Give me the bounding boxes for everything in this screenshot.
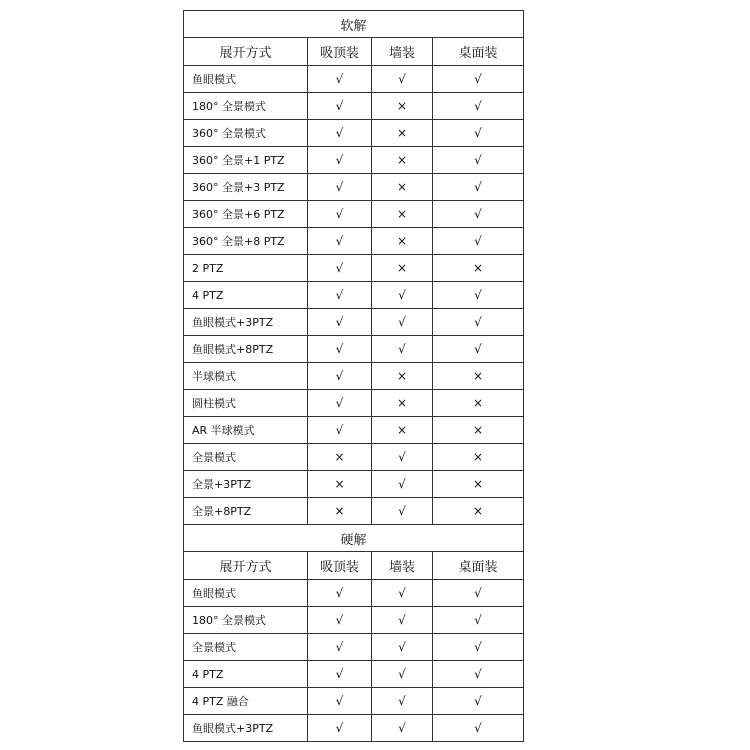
hardware-decoding-header-row <box>184 552 524 580</box>
ceiling-mount-support: √ <box>308 228 372 255</box>
table-row <box>184 201 524 228</box>
desktop-mount-support: √ <box>433 580 524 607</box>
wall-mount-support: × <box>372 120 433 147</box>
ceiling-mount-support: √ <box>308 174 372 201</box>
desktop-mount-support: √ <box>433 228 524 255</box>
wall-mount-support: √ <box>372 282 433 309</box>
table-row <box>184 661 524 688</box>
expansion-mode-name: 360° 全景+3 PTZ <box>184 174 308 201</box>
mount-compatibility-table <box>183 10 524 742</box>
ceiling-mount-support: √ <box>308 147 372 174</box>
ceiling-mount-support: √ <box>308 201 372 228</box>
header-desktop-mount: 桌面装 <box>433 552 524 580</box>
wall-mount-support: × <box>372 363 433 390</box>
expansion-mode-name: 鱼眼模式 <box>184 66 308 93</box>
hardware-decoding-title-row <box>184 525 524 552</box>
table-row <box>184 715 524 742</box>
table-row <box>184 120 524 147</box>
ceiling-mount-support: √ <box>308 634 372 661</box>
wall-mount-support: √ <box>372 607 433 634</box>
wall-mount-support: √ <box>372 580 433 607</box>
table-row <box>184 282 524 309</box>
wall-mount-support: √ <box>372 715 433 742</box>
wall-mount-support: √ <box>372 471 433 498</box>
ceiling-mount-support: × <box>308 498 372 525</box>
software-decoding-title-row <box>184 11 524 38</box>
desktop-mount-support: √ <box>433 607 524 634</box>
desktop-mount-support: √ <box>433 309 524 336</box>
wall-mount-support: √ <box>372 634 433 661</box>
wall-mount-support: × <box>372 201 433 228</box>
ceiling-mount-support: √ <box>308 417 372 444</box>
table-row <box>184 390 524 417</box>
ceiling-mount-support: √ <box>308 66 372 93</box>
expansion-mode-name: 180° 全景模式 <box>184 607 308 634</box>
ceiling-mount-support: √ <box>308 363 372 390</box>
table-row <box>184 228 524 255</box>
desktop-mount-support: × <box>433 498 524 525</box>
expansion-mode-name: 360° 全景+6 PTZ <box>184 201 308 228</box>
ceiling-mount-support: √ <box>308 309 372 336</box>
wall-mount-support: × <box>372 255 433 282</box>
header-wall-mount: 墙装 <box>372 552 433 580</box>
expansion-mode-name: 鱼眼模式+8PTZ <box>184 336 308 363</box>
desktop-mount-support: √ <box>433 282 524 309</box>
ceiling-mount-support: √ <box>308 282 372 309</box>
expansion-mode-name: 180° 全景模式 <box>184 93 308 120</box>
expansion-mode-name: 4 PTZ <box>184 282 308 309</box>
table-row <box>184 336 524 363</box>
expansion-mode-name: 全景模式 <box>184 634 308 661</box>
ceiling-mount-support: √ <box>308 390 372 417</box>
mount-compatibility-sheet <box>183 10 523 742</box>
ceiling-mount-support: × <box>308 444 372 471</box>
header-desktop-mount: 桌面装 <box>433 38 524 66</box>
expansion-mode-name: 半球模式 <box>184 363 308 390</box>
software-decoding-title: 软解 <box>184 11 524 38</box>
ceiling-mount-support: √ <box>308 336 372 363</box>
header-expansion-mode: 展开方式 <box>184 552 308 580</box>
desktop-mount-support: √ <box>433 93 524 120</box>
desktop-mount-support: √ <box>433 174 524 201</box>
expansion-mode-name: 鱼眼模式+3PTZ <box>184 309 308 336</box>
table-row <box>184 580 524 607</box>
desktop-mount-support: √ <box>433 634 524 661</box>
table-row <box>184 634 524 661</box>
table-row <box>184 688 524 715</box>
desktop-mount-support: √ <box>433 715 524 742</box>
wall-mount-support: √ <box>372 444 433 471</box>
desktop-mount-support: √ <box>433 66 524 93</box>
ceiling-mount-support: √ <box>308 661 372 688</box>
header-expansion-mode: 展开方式 <box>184 38 308 66</box>
desktop-mount-support: × <box>433 471 524 498</box>
expansion-mode-name: 4 PTZ <box>184 661 308 688</box>
wall-mount-support: √ <box>372 688 433 715</box>
wall-mount-support: × <box>372 147 433 174</box>
table-row <box>184 93 524 120</box>
ceiling-mount-support: √ <box>308 255 372 282</box>
expansion-mode-name: 全景+3PTZ <box>184 471 308 498</box>
desktop-mount-support: × <box>433 390 524 417</box>
software-decoding-header-row <box>184 38 524 66</box>
expansion-mode-name: 鱼眼模式 <box>184 580 308 607</box>
desktop-mount-support: √ <box>433 120 524 147</box>
desktop-mount-support: √ <box>433 147 524 174</box>
header-ceiling-mount: 吸顶装 <box>308 38 372 66</box>
expansion-mode-name: AR 半球模式 <box>184 417 308 444</box>
table-body <box>184 11 524 742</box>
expansion-mode-name: 圆柱模式 <box>184 390 308 417</box>
wall-mount-support: × <box>372 228 433 255</box>
header-ceiling-mount: 吸顶装 <box>308 552 372 580</box>
wall-mount-support: × <box>372 93 433 120</box>
wall-mount-support: × <box>372 390 433 417</box>
desktop-mount-support: × <box>433 255 524 282</box>
table-row <box>184 174 524 201</box>
table-row <box>184 607 524 634</box>
expansion-mode-name: 全景模式 <box>184 444 308 471</box>
desktop-mount-support: √ <box>433 201 524 228</box>
table-row <box>184 363 524 390</box>
expansion-mode-name: 4 PTZ 融合 <box>184 688 308 715</box>
ceiling-mount-support: √ <box>308 120 372 147</box>
ceiling-mount-support: √ <box>308 715 372 742</box>
expansion-mode-name: 鱼眼模式+3PTZ <box>184 715 308 742</box>
table-row <box>184 471 524 498</box>
expansion-mode-name: 全景+8PTZ <box>184 498 308 525</box>
wall-mount-support: √ <box>372 498 433 525</box>
wall-mount-support: √ <box>372 309 433 336</box>
table-row <box>184 147 524 174</box>
ceiling-mount-support: √ <box>308 688 372 715</box>
desktop-mount-support: × <box>433 363 524 390</box>
expansion-mode-name: 2 PTZ <box>184 255 308 282</box>
ceiling-mount-support: × <box>308 471 372 498</box>
wall-mount-support: √ <box>372 66 433 93</box>
table-row <box>184 66 524 93</box>
wall-mount-support: × <box>372 174 433 201</box>
expansion-mode-name: 360° 全景模式 <box>184 120 308 147</box>
desktop-mount-support: √ <box>433 336 524 363</box>
header-wall-mount: 墙装 <box>372 38 433 66</box>
wall-mount-support: × <box>372 417 433 444</box>
table-row <box>184 417 524 444</box>
expansion-mode-name: 360° 全景+1 PTZ <box>184 147 308 174</box>
desktop-mount-support: × <box>433 444 524 471</box>
wall-mount-support: √ <box>372 336 433 363</box>
desktop-mount-support: √ <box>433 688 524 715</box>
table-row <box>184 309 524 336</box>
expansion-mode-name: 360° 全景+8 PTZ <box>184 228 308 255</box>
desktop-mount-support: √ <box>433 661 524 688</box>
ceiling-mount-support: √ <box>308 93 372 120</box>
hardware-decoding-title: 硬解 <box>184 525 524 552</box>
table-row <box>184 444 524 471</box>
wall-mount-support: √ <box>372 661 433 688</box>
desktop-mount-support: × <box>433 417 524 444</box>
table-row <box>184 498 524 525</box>
ceiling-mount-support: √ <box>308 580 372 607</box>
table-row <box>184 255 524 282</box>
ceiling-mount-support: √ <box>308 607 372 634</box>
